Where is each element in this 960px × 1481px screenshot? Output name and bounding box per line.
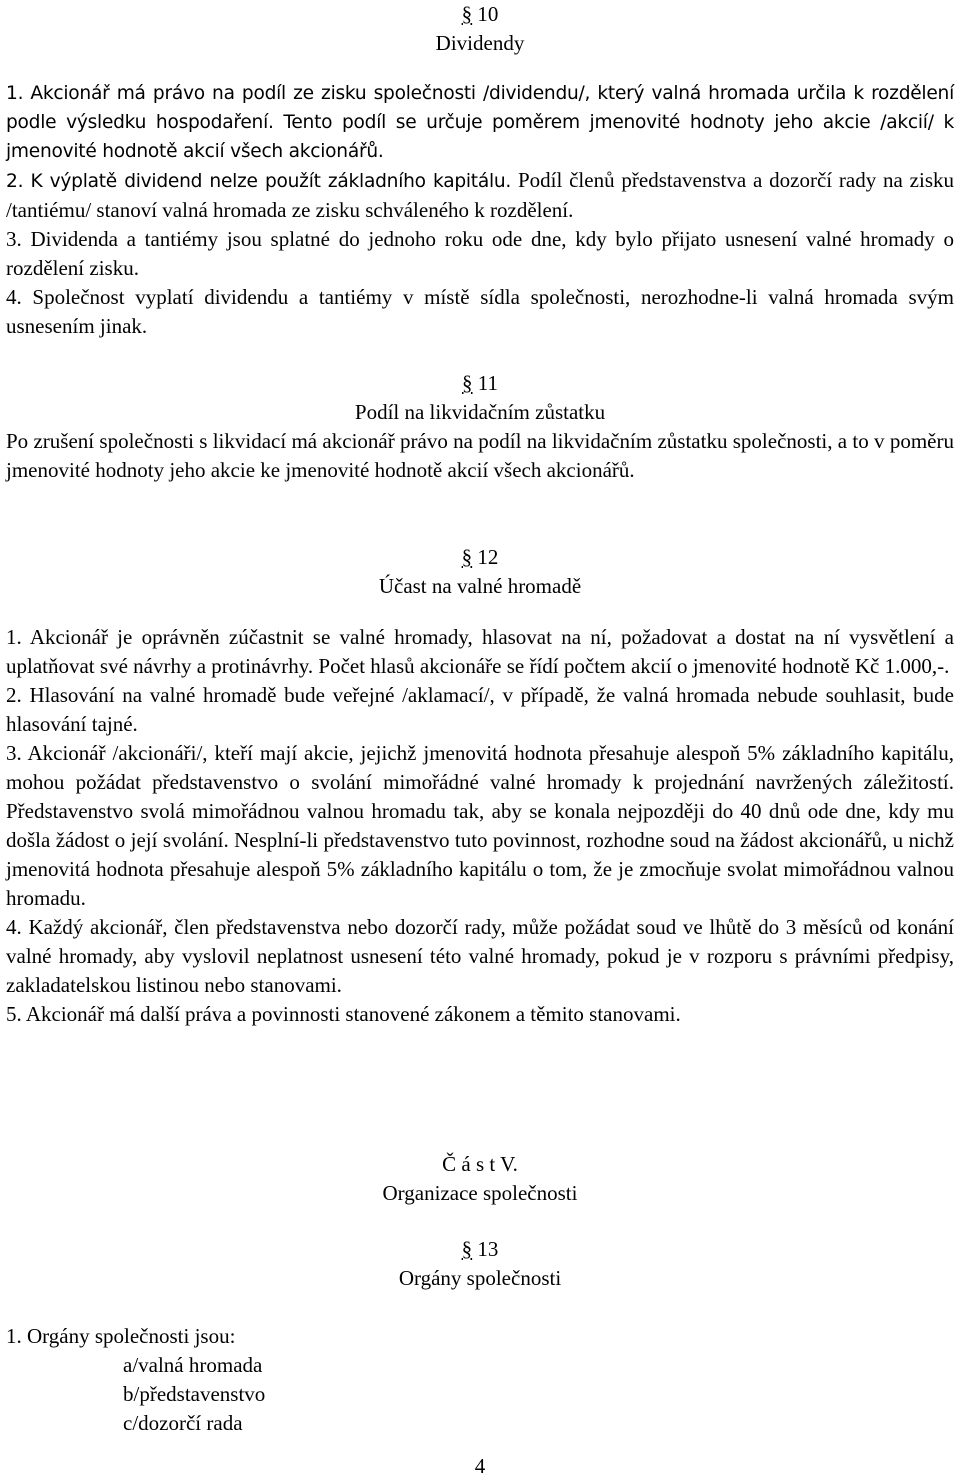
section-13-heading — [0, 1235, 960, 1293]
paragraph-part: 2. K výplatě dividend nelze použít základního kapitálu. — [6, 171, 512, 192]
section-11-heading — [0, 369, 960, 427]
part-title: Organizace společnosti — [382, 1181, 578, 1205]
section-title: Dividendy — [435, 31, 525, 55]
section-sign: § — [461, 2, 473, 26]
section-number — [0, 0, 960, 29]
section-sign: § — [461, 1237, 473, 1261]
section-title: Účast na valné hromadě — [378, 574, 582, 598]
section-number — [0, 1235, 960, 1264]
organs-list-intro — [0, 1322, 960, 1351]
section-sign: § — [461, 545, 473, 569]
list-item: a/valná hromada — [123, 1353, 263, 1377]
paragraph: 3. Dividenda a tantiémy jsou splatné do jednoho roku ode dne, kdy bylo přijato usnesení valné hromady o rozdělení zisku. — [6, 227, 954, 280]
paragraph — [0, 166, 960, 225]
paragraph: 1. Orgány společnosti jsou: — [6, 1324, 236, 1348]
part-label: Č á s t V. — [442, 1152, 518, 1176]
section-number-value: 10 — [477, 2, 499, 26]
paragraph: 5. Akcionář má další práva a povinnosti stanovené zákonem a těmito stanovami. — [6, 1002, 681, 1026]
page-number: 4 — [474, 1454, 486, 1478]
section-11-body — [0, 427, 960, 485]
paragraph: 4. Každý akcionář, člen představenstva nebo dozorčí rady, může požádat soud ve lhůtě do 3 měsíců od konání valné hromady, aby vyslovil neplatnost usnesení této valné hromady, pokud je v rozporu s právními předpisy, zakladatelskou listinou nebo stanovami. — [6, 915, 954, 997]
paragraph-part: Podíl členů představenstva a dozorčí rady na zisku /tantiému/ stanoví valná hromada ze zisku schváleného k rozdělení. — [6, 168, 955, 222]
paragraph: 4. Společnost vyplatí dividendu a tantiémy v místě sídla společnosti, nerozhodne-li valná hromada svým usnesením jinak. — [6, 285, 954, 338]
section-number — [0, 369, 960, 398]
section-12-heading — [0, 543, 960, 601]
paragraph: Po zrušení společnosti s likvidací má akcionář právo na podíl na likvidačním zůstatku společnosti, a to v poměru jmenovité hodnoty jeho akcie ke jmenovité hodnotě akcií všech akcionářů. — [6, 429, 954, 482]
paragraph: 2. Hlasování na valné hromadě bude veřejné /aklamací/, v případě, že valná hromada nebude souhlasit, bude hlasování tajné. — [6, 683, 954, 736]
section-10-heading — [0, 0, 960, 58]
list-item: b/představenstvo — [123, 1382, 266, 1406]
section-number — [0, 543, 960, 572]
paragraph: 3. Akcionář /akcionáři/, kteří mají akcie, jejichž jmenovitá hodnota přesahuje alespoň 5% základního kapitálu, mohou požádat představenstvo o svolání mimořádné valné hromady k projednání navržených záležitostí. Představenstvo svolá mimořádnou valnou hromadu tak, aby se konala nejpozději do 40 dnů ode dne, kdy mu došla žádost o její svolání. Nesplní-li představenstvo tuto povinnost, rozhodne soud na žádost akcionářů, u nichž jmenovitá hodnota přesahuje alespoň 5% základního kapitálu o tom, že je zmocňuje svolat mimořádnou valnou hromadu. — [6, 741, 954, 910]
paragraph: 1. Akcionář je oprávněn zúčastnit se valné hromady, hlasovat na ní, požadovat a dostat na ní vysvětlení a uplatňovat své návrhy a protinávrhy. Počet hlasů akcionáře se řídí počtem akcií o jmenovité hodnotě Kč 1.000,-. — [6, 625, 954, 678]
section-12-body — [0, 623, 960, 1029]
list-item: c/dozorčí rada — [123, 1411, 243, 1435]
section-sign: § — [462, 371, 473, 395]
section-10-body — [0, 79, 960, 341]
paragraph: 1. Akcionář má právo na podíl ze zisku společnosti /dividendu/, který valná hromada určila k rozdělení podle výsledku hospodaření. Tento podíl se určuje poměrem jmenovité hodnoty jeho akcie /akcií/ k jmenovité hodnotě akcií všech akcionářů. — [6, 83, 954, 162]
section-number-value: 11 — [477, 371, 498, 395]
section-number-value: 13 — [477, 1237, 499, 1261]
part-heading — [0, 1150, 960, 1208]
section-title: Podíl na likvidačním zůstatku — [354, 400, 606, 424]
section-title: Orgány společnosti — [398, 1266, 562, 1290]
section-number-value: 12 — [477, 545, 499, 569]
